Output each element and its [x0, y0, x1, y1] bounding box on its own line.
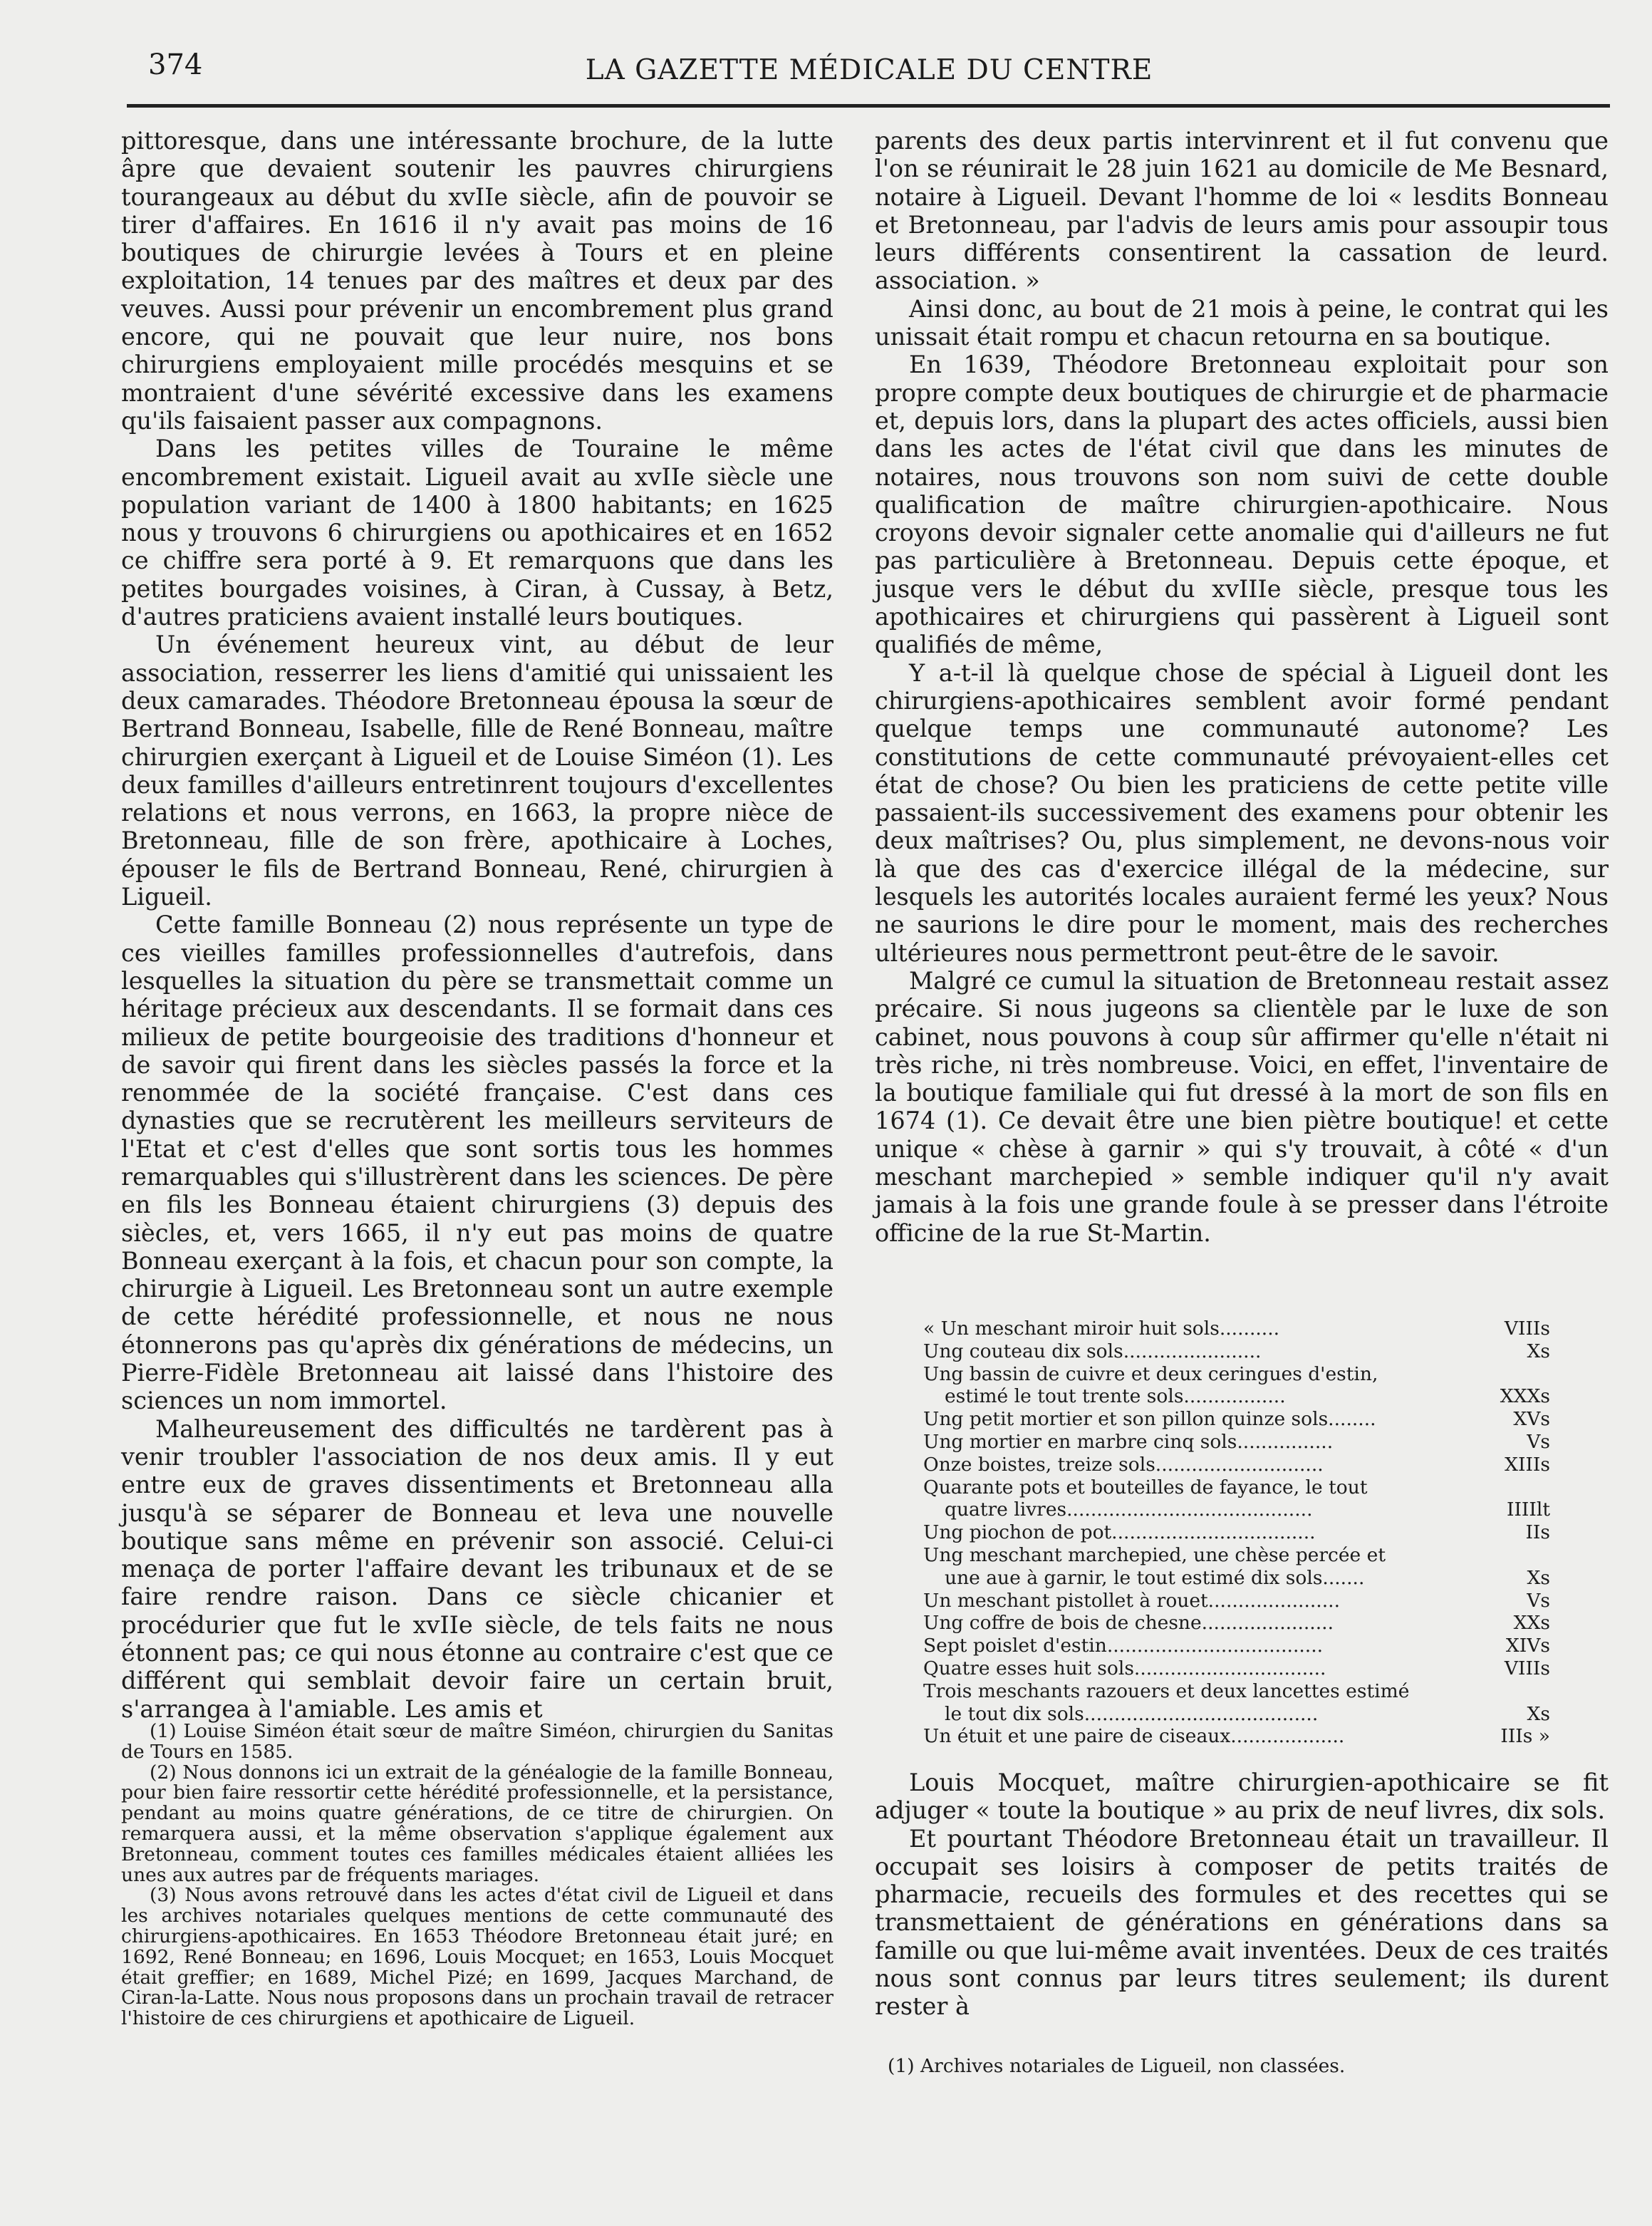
closing-text	[875, 1769, 1609, 2021]
inventory-value: XXs	[1513, 1612, 1550, 1635]
right-footnote: (1) Archives notariales de Ligueil, non classées.	[888, 2055, 1346, 2077]
inventory-row	[923, 1635, 1550, 1657]
inventory-value: Vs	[1527, 1430, 1550, 1453]
inventory-value: VIIIs	[1504, 1657, 1550, 1679]
inventory-item: Un meschant pistollet à rouet......................	[923, 1589, 1340, 1612]
inventory-item: Ung piochon de pot..................................	[923, 1521, 1316, 1544]
inventory-item: Quatre esses huit sols................................	[923, 1657, 1326, 1679]
paragraph: Ainsi donc, au bout de 21 mois à peine, le contrat qui les unissait était rompu et chacun retourna en sa boutique.	[875, 294, 1609, 351]
inventory-row	[923, 1454, 1550, 1476]
inventory-value: IIs	[1525, 1521, 1550, 1544]
inventory-item: Ung coffre de bois de chesne......................	[923, 1612, 1334, 1635]
inventory-value: XVs	[1513, 1408, 1550, 1431]
inventory-row	[923, 1680, 1550, 1726]
inventory-item: Ung mortier en marbre cinq sols................	[923, 1430, 1334, 1453]
paragraph: Malgré ce cumul la situation de Bretonneau restait assez précaire. Si nous jugeons sa clientèle par le luxe de son cabinet, nous pouvons à coup sûr affirmer qu'elle n'était ni très riche, ni très nombreuse. Voici, en effet, l'inventaire de la boutique familiale qui fut dressé à la mort de son fils en 1674 (1). Ce devait être une bien piètre boutique! et cette unique « chèse à garnir » qui s'y trouvait, à côté « d'un meschant marchepied » semble indiquer qu'il n'y avait jamais à la fois une grande foule à se presser dans l'étroite officine de la rue St-Martin.	[875, 966, 1609, 1247]
inventory-item: Ung couteau dix sols.......................	[923, 1340, 1262, 1362]
inventory-value: XIIIs	[1505, 1453, 1550, 1476]
inventory-value: XXXs	[1500, 1385, 1550, 1408]
inventory-value: Xs	[1527, 1566, 1550, 1589]
inventory-row	[923, 1363, 1550, 1409]
footnote: (3) Nous avons retrouvé dans les actes d'état civil de Ligueil et dans les archives notariales quelques mentions de cette communauté des chirurgiens-apothicaires. En 1653 Théodore Bretonneau était juré; en 1692, René Bonneau; en 1696, Louis Mocquet; en 1653, Louis Mocquet était greffier; en 1689, Michel Pizé; en 1699, Jacques Marchand, de Ciran-la-Latte. Nous nous proposons dans un prochain travail de retracer l'histoire de ces chirurgiens et apothicaire de Ligueil.	[121, 1884, 833, 2030]
header-rule	[127, 104, 1610, 108]
inventory-value: IIIs »	[1500, 1725, 1550, 1748]
left-column	[121, 127, 833, 1723]
inventory-item: « Un meschant miroir huit sols..........	[923, 1318, 1280, 1340]
paragraph: Y a-t-il là quelque chose de spécial à Ligueil dont les chirurgiens-apothicaires semblent avoir formé pendant quelque temps une communauté autonome? Les constitutions de cette communauté prévoyaient-elles cet état de chose? Ou bien les praticiens de cette petite ville passaient-ils successivement des examens pour obtenir les deux maîtrises? Ou, plus simplement, ne devons-nous voir là que des cas d'exercice illégal de la médecine, sur lesquels les autorités locales auraient fermé les yeux? Nous ne saurions le dire pour le moment, mais des recherches ultérieures nous permettront peut-être de le savoir.	[875, 658, 1609, 967]
inventory-row	[923, 1725, 1550, 1748]
inventory-item: Ung bassin de cuivre et deux ceringues d'estin,	[923, 1362, 1378, 1385]
paragraph: parents des deux partis intervinrent et il fut convenu que l'on se réunirait le 28 juin 1621 au domicile de Me Besnard, notaire à Ligueil. Devant l'homme de loi « lesdits Bonneau et Bretonneau, par l'advis de leurs amis pour assoupir tous leurs différents consentirent la cassation de leurd. association. »	[875, 127, 1609, 295]
page-header	[128, 44, 1610, 101]
inventory-row	[923, 1318, 1550, 1340]
inventory-row	[923, 1431, 1550, 1454]
inventory-list	[923, 1318, 1550, 1748]
inventory-item: Trois meschants razouers et deux lancettes estimé	[923, 1679, 1410, 1702]
paragraph: En 1639, Théodore Bretonneau exploitait pour son propre compte deux boutiques de chirurgie et de pharmacie et, depuis lors, dans la plupart des actes officiels, aussi bien dans les actes de l'état civil que dans les minutes de notaires, nous trouvons son nom suivi de cette double qualification de maître chirurgien-apothicaire. Nous croyons devoir signaler cette anomalie qui d'ailleurs ne fut pas particulière à Bretonneau. Depuis cette époque, et jusque vers le début du xvIIIe siècle, presque tous les apothicaires et chirurgiens qui passèrent à Ligueil sont qualifiés de même,	[875, 351, 1609, 659]
inventory-item: Onze boistes, treize sols............................	[923, 1453, 1324, 1476]
paragraph: Louis Mocquet, maître chirurgien-apothicaire se fit adjuger « toute la boutique » au prix de neuf livres, dix sols.	[875, 1769, 1609, 1825]
inventory-row	[923, 1340, 1550, 1363]
right-column	[875, 127, 1609, 1247]
inventory-value: Xs	[1527, 1702, 1550, 1725]
paragraph: Malheureusement des difficultés ne tardèrent pas à venir troubler l'association de nos deux amis. Il y eut entre eux de graves dissentiments et Bretonneau alla jusqu'à se séparer de Bonneau et leva une nouvelle boutique sans même en prévenir son associé. Celui-ci menaça de porter l'affaire devant les tribunaux et de se faire rendre raison. Dans ce siècle chicanier et procédurier que fut le xvIIe siècle, de tels faits ne nous étonnent pas; ce qui nous étonne au contraire c'est que ce différent qui semblait devoir faire un certain bruit, s'arrangea à l'amiable. Les amis et	[121, 1414, 833, 1723]
footnote: (1) Louise Siméon était sœur de maître Siméon, chirurgien du Sanitas de Tours en 1585.	[121, 1720, 833, 1763]
inventory-value: Xs	[1527, 1340, 1550, 1362]
paragraph: Dans les petites villes de Touraine le même encombrement existait. Ligueil avait au xvIIe siècle une population variant de 1400 à 1800 habitants; en 1625 nous y trouvons 6 chirurgiens ou apothicaires et en 1652 ce chiffre sera porté à 9. Et remarquons que dans les petites bourgades voisines, à Ciran, à Cussay, à Betz, d'autres praticiens avaient installé leurs boutiques.	[121, 435, 833, 631]
inventory-item: Sept poislet d'estin....................................	[923, 1635, 1324, 1657]
inventory-row	[923, 1521, 1550, 1544]
inventory-item: Quarante pots et bouteilles de fayance, le tout	[923, 1476, 1368, 1498]
inventory-row	[923, 1408, 1550, 1431]
inventory-row	[923, 1544, 1550, 1590]
inventory-item-continuation: une aue à garnir, le tout estimé dix sols.......	[945, 1566, 1365, 1589]
paragraph: Cette famille Bonneau (2) nous représente un type de ces vieilles familles professionnelles d'autrefois, dans lesquelles la situation du père se transmettait comme un héritage précieux aux descendants. Il se formait dans ces milieux de petite bourgeoisie des traditions d'honneur et de savoir qui firent dans les siècles passés la force et la renommée de la société française. C'est dans ces dynasties que se recrutèrent les meilleurs serviteurs de l'Etat et c'est d'elles que sont sortis tous les hommes remarquables qui s'illustrèrent dans les sciences. De père en fils les Bonneau étaient chirurgiens (3) depuis des siècles, et, vers 1665, il n'y eut pas moins de quatre Bonneau exerçant à la fois, et chacun pour son compte, la chirurgie à Ligueil. Les Bretonneau sont un autre exemple de cette hérédité professionnelle, et nous ne nous étonnerons pas qu'après dix générations de médecins, un Pierre-Fidèle Bretonneau ait laissé dans l'histoire des sciences un nom immortel.	[121, 911, 833, 1415]
inventory-item-continuation: estimé le tout trente sols.................	[945, 1385, 1286, 1408]
inventory-row	[923, 1657, 1550, 1680]
inventory-value: XIVs	[1505, 1635, 1550, 1657]
inventory-item: Un étuit et une paire de ciseaux...................	[923, 1725, 1345, 1748]
inventory-item: Ung petit mortier et son pillon quinze sols........	[923, 1408, 1376, 1431]
paragraph: Et pourtant Théodore Bretonneau était un travailleur. Il occupait ses loisirs à composer de petits traités de pharmacie, recueils des formules et des recettes qui se transmettaient de générations en générations dans sa famille ou que lui-même avait inventées. Deux de ces traités nous sont connus par leurs titres seulement; ils durent rester à	[875, 1824, 1609, 2021]
inventory-value: IIIIlt	[1507, 1498, 1550, 1521]
inventory-row	[923, 1476, 1550, 1522]
inventory-item-continuation: quatre livres.........................................	[945, 1498, 1313, 1521]
running-title: LA GAZETTE MÉDICALE DU CENTRE	[585, 54, 1153, 86]
inventory-row	[923, 1612, 1550, 1635]
paragraph: pittoresque, dans une intéressante brochure, de la lutte âpre que devaient soutenir les pauvres chirurgiens tourangeaux au début du xvIIe siècle, afin de pouvoir se tirer d'affaires. En 1616 il n'y avait pas moins de 16 boutiques de chirurgie levées à Tours et en pleine exploitation, 14 tenues par des maîtres et deux par des veuves. Aussi pour prévenir un encombrement plus grand encore, qui ne pouvait que leur nuire, nos bons chirurgiens employaient mille procédés mesquins et se montraient d'une sévérité excessive dans les examens qu'ils faisaient passer aux compagnons.	[121, 127, 833, 435]
footnote: (2) Nous donnons ici un extrait de la généalogie de la famille Bonneau, pour bien faire ressortir cette hérédité professionnelle, et la persistance, pendant au moins quatre générations, de ce titre de chirurgien. On remarquera aussi, et la même observation s'applique également aux Bretonneau, comment toutes ces familles médicales étaient alliées les unes aux autres par de fréquents mariages.	[121, 1761, 833, 1886]
inventory-item: Ung meschant marchepied, une chèse percée et	[923, 1543, 1386, 1566]
inventory-item-continuation: le tout dix sols.......................................	[945, 1702, 1319, 1725]
page-number: 374	[148, 48, 203, 81]
inventory-row	[923, 1590, 1550, 1612]
paragraph: Un événement heureux vint, au début de leur association, resserrer les liens d'amitié qui unissaient les deux camarades. Théodore Bretonneau épousa la sœur de Bertrand Bonneau, Isabelle, fille de René Bonneau, maître chirurgien exerçant à Ligueil et de Louise Siméon (1). Les deux familles d'ailleurs entretinrent toujours d'excellentes relations et nous verrons, en 1663, la propre nièce de Bretonneau, fille de son frère, apothicaire à Loches, épouser le fils de Bertrand Bonneau, René, chirurgien à Ligueil.	[121, 631, 833, 911]
inventory-value: VIIIs	[1504, 1318, 1550, 1340]
inventory-value: Vs	[1527, 1589, 1550, 1612]
left-footnotes	[121, 1722, 833, 2029]
